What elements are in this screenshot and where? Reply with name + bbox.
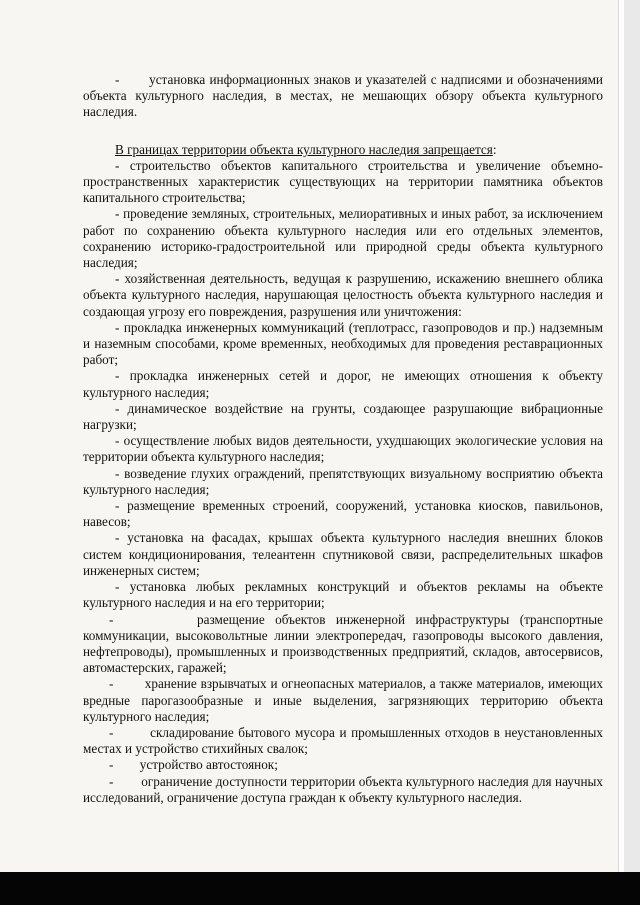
list-item: - размещение временных строений, сооружений, установка киосков, павильонов, навесов;	[83, 498, 603, 530]
list-item: - прокладка инженерных сетей и дорог, не имеющих отношения к объекту культурного наследия;	[83, 368, 603, 400]
section-heading	[83, 142, 603, 158]
scan-margin-right	[624, 0, 640, 905]
section-heading-colon: :	[492, 141, 497, 157]
list-item: - установка любых рекламных конструкций и объектов рекламы на объекте культурного наследия и на его территории;	[83, 579, 603, 611]
list-item: - динамическое воздействие на грунты, создающее разрушающие вибрационные нагрузки;	[83, 400, 603, 433]
list-item: - устройство автостоянок;	[109, 757, 278, 773]
list-item: - размещение объектов инженерной инфраструктуры (транспортные коммуникации, высоковольтные линии электропередач, газопроводы высокого давления, нефтепроводы), промышленных и производственных предприятий, складов, автосервисов, автомастерских, гаражей;	[83, 611, 603, 676]
scan-margin-bottom	[0, 872, 640, 905]
list-item: - проведение земляных, строительных, мелиоративных и иных работ, за исключением работ по сохранению объекта культурного наследия или его отдельных элементов, сохранению историко-градостроительной или природной среды объекта культурного наследия;	[83, 206, 603, 271]
list-item: - строительство объектов капитального строительства и увеличение объемно-пространственных характеристик существующих на территории памятника объектов капитального строительства;	[83, 157, 603, 206]
document-body	[83, 72, 603, 806]
list-item: - прокладка инженерных коммуникаций (теплотрасс, газопроводов и пр.) надземным и наземным способами, кроме временных, необходимых для проведения реставрационных работ;	[83, 319, 603, 368]
list-item: - ограничение доступности территории объекта культурного наследия для научных исследований, ограничение доступа граждан к объекту культурного наследия.	[83, 773, 603, 805]
intro-item: - установка информационных знаков и указателей с надписями и обозначениями объекта культурного наследия, в местах, не мешающих обзору объекта культурного наследия.	[83, 72, 603, 120]
list-item: - складирование бытового мусора и промышленных отходов в неустановленных местах и устройство стихийных свалок;	[83, 724, 603, 757]
list-item: - установка на фасадах, крышах объекта культурного наследия внешних блоков систем кондиционирования, телеантенн спутниковой связи, распределительных шкафов инженерных систем;	[83, 530, 603, 578]
list-item: - возведение глухих ограждений, препятствующих визуальному восприятию объекта культурного наследия;	[83, 465, 603, 497]
list-item: - хозяйственная деятельность, ведущая к разрушению, искажению внешнего облика объекта культурного наследия, нарушающая целостность объекта культурного наследия и создающая угрозу его повреждения, разрушения или уничтожения:	[83, 271, 603, 319]
list-item: - хранение взрывчатых и огнеопасных материалов, а также материалов, имеющих вредные парогазообразные и иные выделения, загрязняющих территорию объекта культурного наследия;	[83, 676, 603, 724]
list-item: - осуществление любых видов деятельности, ухудшающих экологические условия на территории объекта культурного наследия;	[83, 433, 603, 465]
section-heading-text: В границах территории объекта культурного наследия запрещается	[115, 141, 493, 157]
